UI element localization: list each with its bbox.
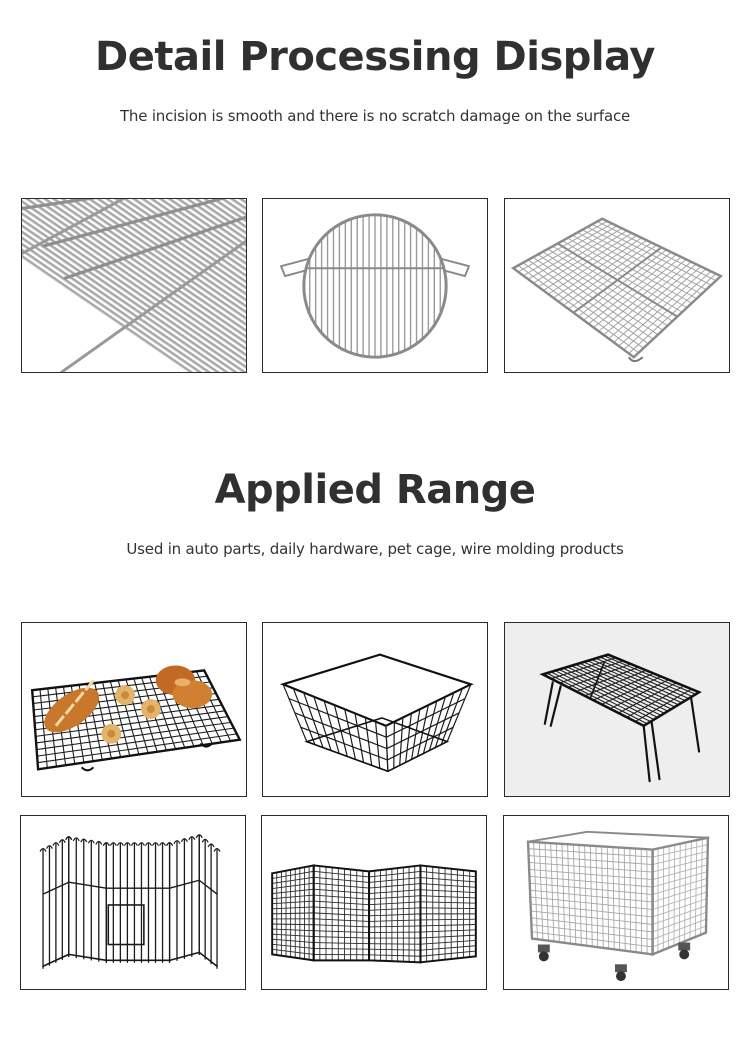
wire-grid-closeup-image (21, 198, 247, 373)
pet-playpen-image (20, 815, 246, 990)
section-title-applied: Applied Range (214, 467, 536, 513)
round-grill-grate-image (262, 198, 488, 373)
section-subtitle-detail: The incision is smooth and there is no scratch damage on the surface (119, 107, 631, 125)
folding-wire-table-image (504, 622, 730, 797)
bread-cooling-rack-image (21, 622, 247, 797)
section-title-detail: Detail Processing Display (95, 34, 655, 80)
section-subtitle-applied: Used in auto parts, daily hardware, pet cage, wire molding products (126, 540, 624, 558)
wire-storage-cage-image (503, 815, 729, 990)
rectangular-cooling-rack-image (504, 198, 730, 373)
wire-basket-image (262, 622, 488, 797)
folding-grid-screen-image (261, 815, 487, 990)
